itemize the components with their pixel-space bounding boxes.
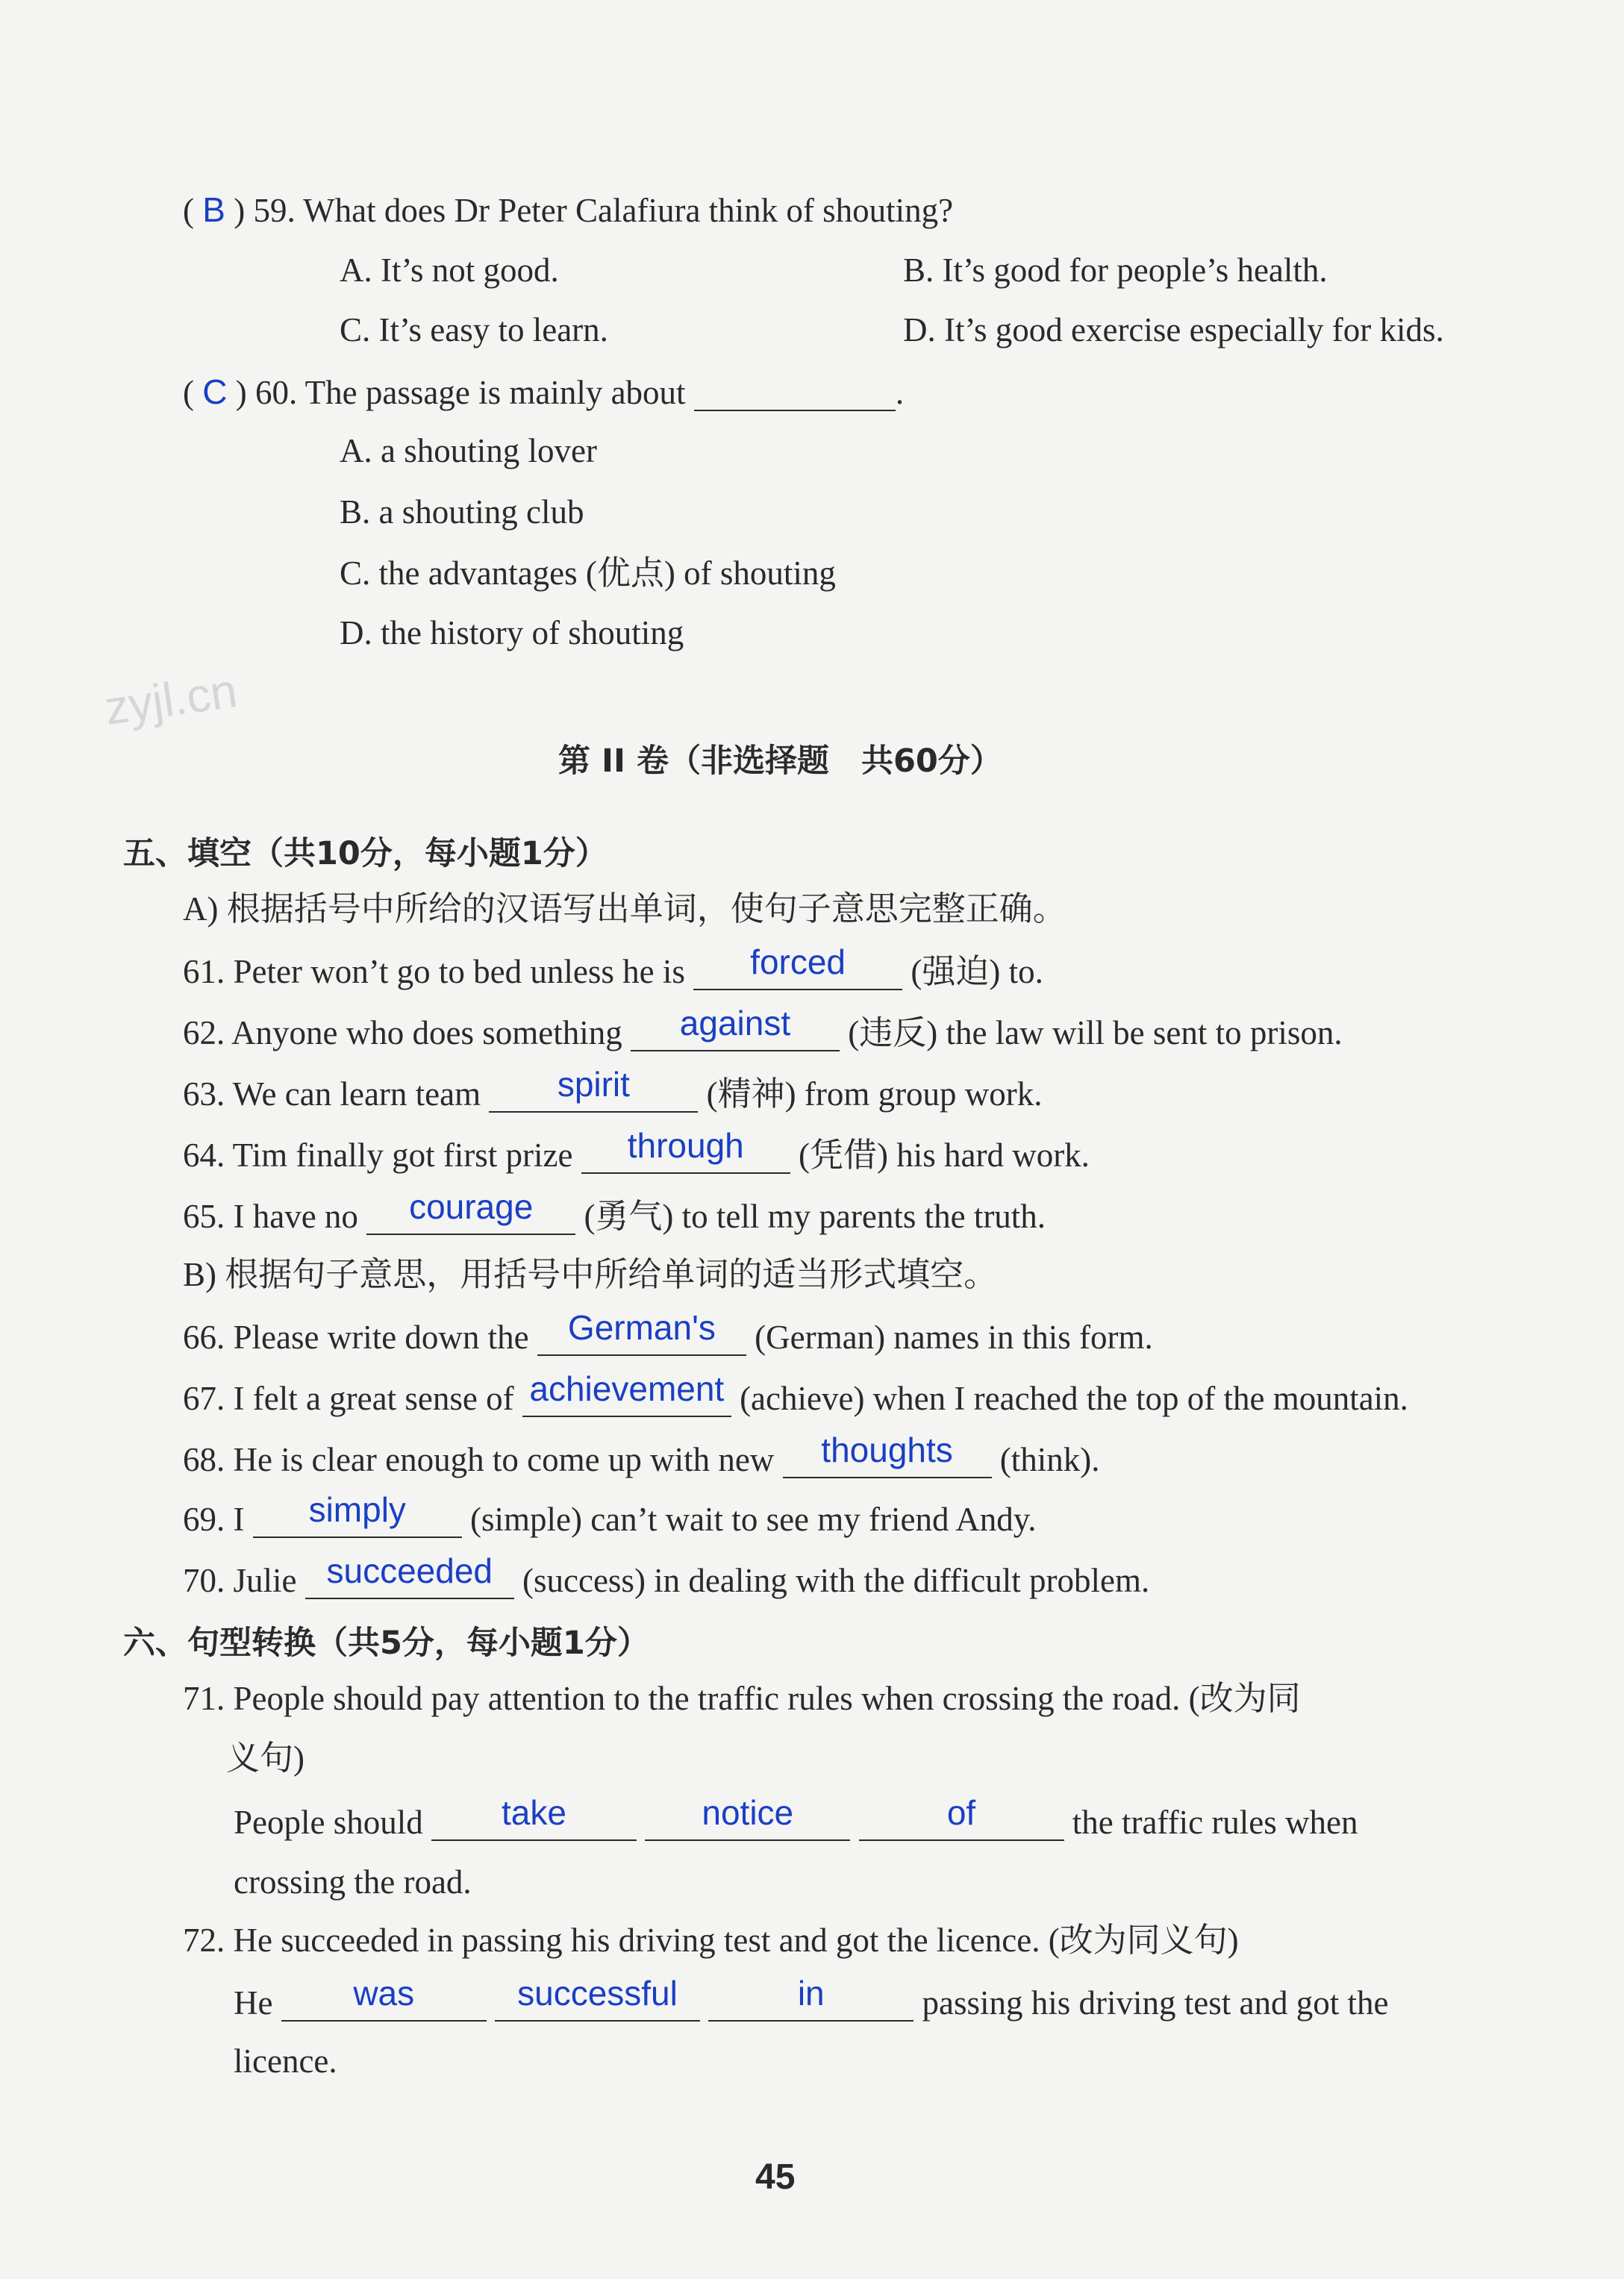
- q71-answer-1: take: [502, 1793, 566, 1832]
- q70-text: 70. Julie: [183, 1562, 297, 1599]
- q72-blank-1: [281, 1974, 487, 2022]
- q71-line2: 义句): [226, 1739, 304, 1777]
- q71-line1: 71. People should pay attention to the traffic rules when crossing the road. (改为同: [183, 1680, 1301, 1717]
- q72-text: He: [234, 1984, 273, 2022]
- q69-text: 69. I: [183, 1501, 245, 1538]
- q68: [183, 1431, 1100, 1478]
- q68-text: 68. He is clear enough to come up with new: [183, 1441, 775, 1478]
- q71-blank-3: [859, 1793, 1064, 1841]
- q59-line: ( B ) 59. What does Dr Peter Calafiura think of shouting?: [183, 190, 954, 229]
- q71-answer-3: of: [946, 1793, 976, 1832]
- q70-blank: [305, 1551, 514, 1599]
- q69-blank: [253, 1490, 462, 1538]
- q60-end: .: [895, 374, 905, 411]
- section5-title: 五、填空（共10分，每小题1分）: [123, 835, 608, 872]
- q60-option-d: D. the history of shouting: [340, 614, 684, 651]
- q61-answer: forced: [750, 942, 846, 981]
- q69: [183, 1490, 1037, 1538]
- q62-text-after: (违反) the law will be sent to prison.: [848, 1014, 1343, 1051]
- q72-answer-2: successful: [517, 1974, 678, 2013]
- q68-answer: thoughts: [821, 1431, 953, 1469]
- q61-text-after: (强迫) to.: [911, 953, 1043, 990]
- q64-blank: [581, 1126, 790, 1174]
- q62: [183, 1004, 1343, 1051]
- q59-number: 59.: [253, 192, 296, 229]
- q64-answer: through: [627, 1126, 744, 1165]
- q61-blank: [693, 942, 902, 990]
- q68-blank: [783, 1431, 992, 1478]
- q59-option-c: C. It’s easy to learn.: [340, 311, 608, 348]
- q63-text-after: (精神) from group work.: [706, 1075, 1043, 1113]
- q60-answer: C: [202, 372, 228, 411]
- q72-blank-3: [708, 1974, 914, 2022]
- q60-option-a: A. a shouting lover: [340, 432, 597, 469]
- q65-blank: [366, 1187, 575, 1235]
- q72-answer-3: in: [797, 1974, 825, 2013]
- q62-blank: [631, 1004, 840, 1051]
- q67-blank: [522, 1369, 731, 1417]
- q63-blank: [489, 1065, 698, 1113]
- q71-answer-2: notice: [702, 1793, 794, 1832]
- q67-text: 67. I felt a great sense of: [183, 1380, 514, 1417]
- q63: [183, 1065, 1043, 1113]
- q66-text-after: (German) names in this form.: [755, 1319, 1153, 1356]
- q66-answer: German's: [567, 1308, 716, 1347]
- q72-line2: [234, 1974, 1389, 2022]
- q67-text-after: (achieve) when I reached the top of the mountain.: [740, 1380, 1408, 1417]
- q60-line: ( C ) 60. The passage is mainly about .: [183, 372, 905, 411]
- q72-text-after: passing his driving test and got the: [922, 1984, 1389, 2022]
- q59-question: What does Dr Peter Calafiura think of shouting?: [303, 192, 954, 229]
- q70: [183, 1551, 1150, 1599]
- q60-option-c: C. the advantages (优点) of shouting: [340, 554, 836, 592]
- q71-line4: crossing the road.: [234, 1863, 472, 1901]
- q60-number: 60.: [254, 374, 298, 411]
- q71-blank-1: [431, 1793, 637, 1841]
- q62-text: 62. Anyone who does something: [183, 1014, 622, 1051]
- q59-option-d: D. It’s good exercise especially for kids.: [903, 311, 1444, 348]
- q71-text: People should: [234, 1804, 423, 1841]
- q59-answer: B: [202, 190, 225, 229]
- q70-text-after: (success) in dealing with the difficult problem.: [522, 1562, 1150, 1599]
- q72-line1: 72. He succeeded in passing his driving test and got the licence. (改为同义句): [183, 1922, 1239, 1959]
- q59-option-a: A. It’s not good.: [340, 251, 559, 289]
- q64-text-after: (凭借) his hard work.: [799, 1137, 1090, 1174]
- q65-text-after: (勇气) to tell my parents the truth.: [584, 1198, 1046, 1235]
- q72-answer-1: was: [353, 1974, 415, 2013]
- q65-answer: courage: [409, 1187, 534, 1226]
- q65-text: 65. I have no: [183, 1198, 358, 1235]
- q70-answer: succeeded: [326, 1551, 493, 1590]
- q60-blank: [694, 376, 896, 411]
- q65: [183, 1187, 1046, 1235]
- q67-answer: achievement: [529, 1369, 725, 1408]
- q71-blank-2: [645, 1793, 850, 1841]
- section5-part-b: B) 根据句子意思，用括号中所给单词的适当形式填空。: [183, 1256, 998, 1293]
- q63-text: 63. We can learn team: [183, 1075, 481, 1113]
- q64: [183, 1126, 1090, 1174]
- q69-answer: simply: [308, 1490, 406, 1529]
- q61: [183, 942, 1043, 990]
- q66-text: 66. Please write down the: [183, 1319, 529, 1356]
- q71-line3: [234, 1793, 1358, 1841]
- q72-blank-2: [495, 1974, 700, 2022]
- q63-answer: spirit: [557, 1065, 630, 1104]
- q60-option-b: B. a shouting club: [340, 493, 584, 531]
- section6-title: 六、句型转换（共5分，每小题1分）: [123, 1625, 649, 1662]
- section5-part-a: A) 根据括号中所给的汉语写出单词，使句子意思完整正确。: [183, 890, 1066, 928]
- page-number: 45: [755, 2157, 796, 2197]
- q68-text-after: (think).: [999, 1441, 1100, 1478]
- q71-text-after: the traffic rules when: [1072, 1804, 1358, 1841]
- q67: [183, 1369, 1408, 1417]
- q59-option-b: B. It’s good for people’s health.: [903, 251, 1328, 289]
- watermark: zyjl.cn: [101, 663, 240, 736]
- q69-text-after: (simple) can’t wait to see my friend Andy.: [470, 1501, 1037, 1538]
- q64-text: 64. Tim finally got first prize: [183, 1137, 573, 1174]
- q61-text: 61. Peter won’t go to bed unless he is: [183, 953, 685, 990]
- part2-title: 第 II 卷（非选择题 共60分）: [558, 743, 1002, 780]
- q60-question: The passage is mainly about: [304, 374, 686, 411]
- q66: [183, 1308, 1153, 1356]
- q62-answer: against: [679, 1004, 791, 1042]
- q72-line3: licence.: [234, 2042, 337, 2080]
- q66-blank: [537, 1308, 746, 1356]
